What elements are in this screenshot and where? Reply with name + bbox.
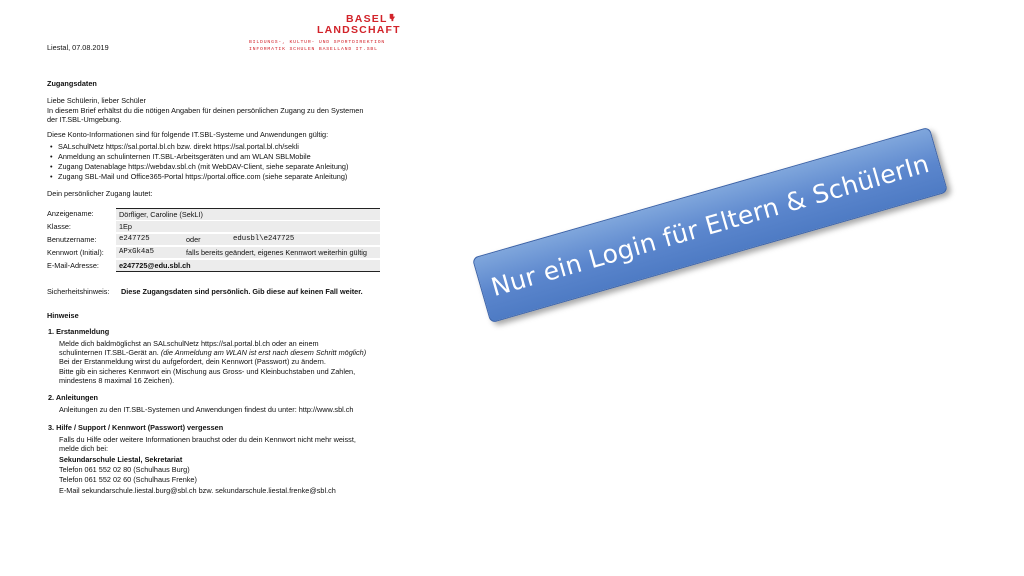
intro-line-1: In diesem Brief erhältst du die nötigen Angaben für deinen persönlichen Zugang zu den Systemen [47,106,364,115]
hint-3-line-1: Falls du Hilfe oder weitere Informationen brauchst oder du dein Kennwort nicht mehr weisst, [59,435,356,444]
table-row-password [47,246,380,259]
login-callout-text: Nur ein Login für Eltern & SchülerIn [487,148,933,302]
username-label: Benutzername: [47,235,97,244]
bullet-sal: • SALschulNetz https://sal.portal.bl.ch bzw. direkt https://sal.portal.bl.ch/sekli [58,142,299,151]
department-line-2: INFORMATIK SCHULEN BASELLAND IT.SBL [249,47,378,52]
email-value: e247725@edu.sbl.ch [119,261,191,270]
baselstab-icon [387,13,396,22]
table-row-class [47,220,380,233]
username-or: oder [186,235,201,244]
salutation: Liebe Schülerin, lieber Schüler [47,96,146,105]
password-label: Kennwort (Initial): [47,248,104,257]
logo-line-basel: BASEL [346,13,388,25]
table-row-email [47,259,380,272]
logo-line-landschaft: LANDSCHAFT [317,24,401,36]
hints-title: Hinweise [47,311,79,320]
hint-3-line-5: Telefon 061 552 02 60 (Schulhaus Frenke) [59,475,197,484]
systems-intro: Diese Konto-Informationen sind für folgende IT.SBL-Systeme und Anwendungen gültig: [47,130,329,139]
hint-3-line-4: Telefon 061 552 02 80 (Schulhaus Burg) [59,465,190,474]
hint-2-title: 2. Anleitungen [48,393,98,402]
hint-3-title: 3. Hilfe / Support / Kennwort (Passwort) vergessen [48,423,224,432]
place-date: Liestal, 07.08.2019 [47,43,109,52]
hint-1-title: 1. Erstanmeldung [48,327,110,336]
hint-2-line-1: Anleitungen zu den IT.SBL-Systemen und Anwendungen findest du unter: http://www.sbl.ch [59,405,354,414]
class-label: Klasse: [47,222,71,231]
email-label: E-Mail-Adresse: [47,261,99,270]
table-row-username [47,233,380,246]
hint-1-line-2 [59,348,366,357]
hint-1-line-2-text: schulinternen IT.SBL-Gerät an. [59,348,161,357]
hint-1-line-1: Melde dich baldmöglichst an SALschulNetz https://sal.portal.bl.ch oder an einem [59,339,319,348]
username-value: e247725 [119,235,150,243]
hint-1-line-4: Bitte gib ein sicheres Kennwort ein (Mischung aus Gross- und Kleinbuchstaben und Zahlen, [59,367,356,376]
login-callout-banner [472,127,948,324]
display-name-value: Dörfliger, Caroline (SekLI) [119,210,203,219]
username-alt-value: edusbl\e247725 [233,235,295,243]
hint-3-line-6: E-Mail sekundarschule.liestal.burg@sbl.ch bzw. sekundarschule.liestal.frenke@sbl.ch [59,486,336,495]
security-text: Diese Zugangsdaten sind persönlich. Gib diese auf keinen Fall weiter. [121,287,363,296]
hint-1-line-5: mindestens 8 maximal 16 Zeichen). [59,376,175,385]
bullet-datenablage: • Zugang Datenablage https://webdav.sbl.ch (mit WebDAV-Client, siehe separate Anleitung) [58,162,348,171]
password-note: falls bereits geändert, eigenes Kennwort weiterhin gültig [186,248,367,257]
access-intro: Dein persönlicher Zugang lautet: [47,189,153,198]
hint-1-line-3: Bei der Erstanmeldung wirst du aufgefordert, dein Kennwort (Passwort) zu ändern. [59,357,326,366]
intro-line-2: der IT.SBL-Umgebung. [47,115,122,124]
table-row-display-name [47,207,380,220]
password-value: APxGk4a5 [119,248,155,256]
department-line-1: BILDUNGS-, KULTUR- UND SPORTDIREKTION [249,40,386,45]
display-name-label: Anzeigename: [47,209,94,218]
hint-1-line-2-italic: (die Anmeldung am WLAN ist erst nach diesem Schritt möglich) [160,348,367,357]
security-label: Sicherheitshinweis: [47,287,110,296]
bullet-anmeldung: • Anmeldung an schulinternen IT.SBL-Arbeitsgeräten und am WLAN SBLMobile [58,152,311,161]
hint-3-line-2: melde dich bei: [59,444,109,453]
letter-title: Zugangsdaten [47,79,97,88]
hint-3-line-3: Sekundarschule Liestal, Sekretariat [59,455,183,464]
bullet-mail: • Zugang SBL-Mail und Office365-Portal https://portal.office.com (siehe separate Anleitung) [58,172,347,181]
class-value: 1Ep [119,222,132,231]
